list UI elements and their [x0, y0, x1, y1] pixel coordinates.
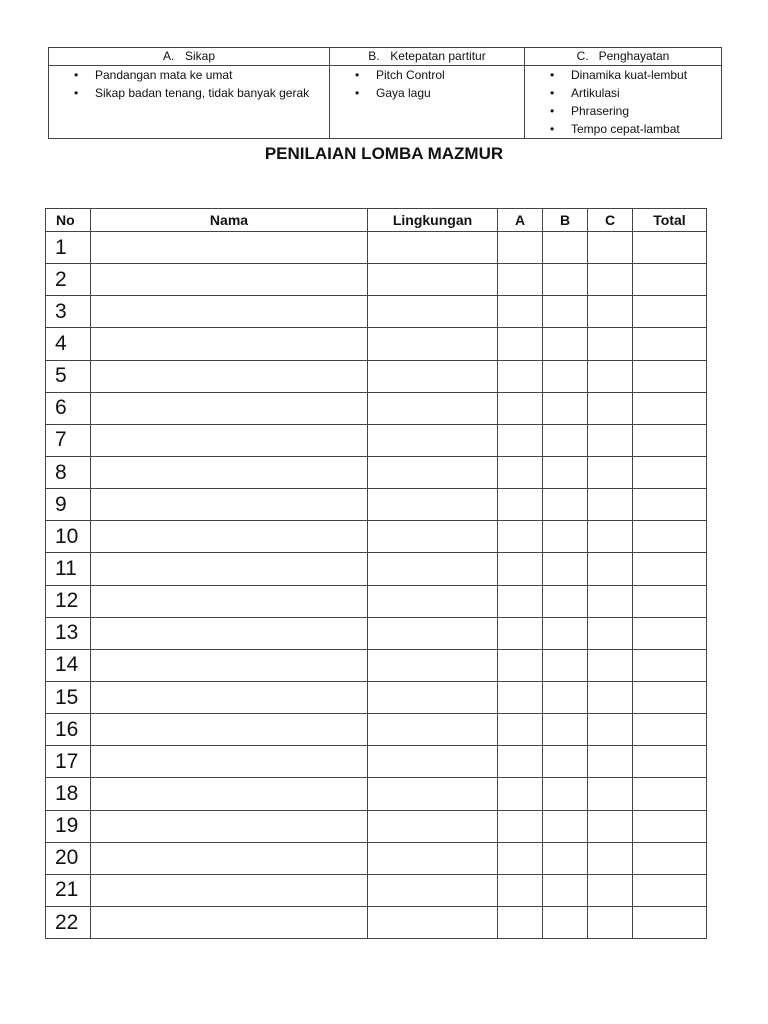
table-row [46, 360, 707, 392]
score-b-cell [543, 617, 588, 649]
criteria-header-b: B. Ketepatan partitur [330, 48, 525, 66]
score-b-cell [543, 456, 588, 488]
header-no: No [46, 209, 91, 232]
score-c-cell [588, 553, 633, 585]
total-cell [633, 360, 707, 392]
score-a-cell [498, 842, 543, 874]
nama-cell [91, 874, 368, 906]
criteria-header-c: C. Penghayatan [525, 48, 722, 66]
table-row [46, 681, 707, 713]
header-nama: Nama [91, 209, 368, 232]
score-a-cell [498, 874, 543, 906]
nama-cell [91, 424, 368, 456]
table-row [46, 842, 707, 874]
row-number: 11 [46, 553, 91, 585]
table-row [46, 714, 707, 746]
score-a-cell [498, 585, 543, 617]
total-cell [633, 617, 707, 649]
total-cell [633, 264, 707, 296]
total-cell [633, 778, 707, 810]
score-a-cell [498, 746, 543, 778]
table-row [46, 585, 707, 617]
criteria-table [48, 47, 722, 139]
score-b-cell [543, 424, 588, 456]
total-cell [633, 392, 707, 424]
lingkungan-cell [368, 553, 498, 585]
nama-cell [91, 489, 368, 521]
row-number: 1 [46, 232, 91, 264]
score-c-cell [588, 328, 633, 360]
total-cell [633, 456, 707, 488]
score-b-cell [543, 296, 588, 328]
score-a-cell [498, 681, 543, 713]
lingkungan-cell [368, 842, 498, 874]
total-cell [633, 906, 707, 938]
lingkungan-cell [368, 778, 498, 810]
header-b: B [543, 209, 588, 232]
total-cell [633, 842, 707, 874]
row-number: 3 [46, 296, 91, 328]
score-a-cell [498, 714, 543, 746]
lingkungan-cell [368, 264, 498, 296]
lingkungan-cell [368, 714, 498, 746]
nama-cell [91, 617, 368, 649]
criteria-items-a [49, 66, 330, 139]
row-number: 2 [46, 264, 91, 296]
total-cell [633, 585, 707, 617]
score-a-cell [498, 456, 543, 488]
score-b-cell [543, 874, 588, 906]
score-b-cell [543, 746, 588, 778]
score-c-cell [588, 521, 633, 553]
table-row [46, 617, 707, 649]
table-row [46, 521, 707, 553]
nama-cell [91, 232, 368, 264]
table-row [46, 424, 707, 456]
total-cell [633, 649, 707, 681]
page-title: PENILAIAN LOMBA MAZMUR [264, 144, 504, 163]
lingkungan-cell [368, 746, 498, 778]
criteria-item: • Gaya lagu [326, 84, 524, 102]
row-number: 15 [46, 681, 91, 713]
table-row [46, 296, 707, 328]
score-b-cell [543, 489, 588, 521]
table-row [46, 392, 707, 424]
nama-cell [91, 714, 368, 746]
nama-cell [91, 906, 368, 938]
score-c-cell [588, 456, 633, 488]
score-a-cell [498, 392, 543, 424]
total-cell [633, 810, 707, 842]
score-table-body [46, 232, 707, 939]
score-b-cell [543, 810, 588, 842]
lingkungan-cell [368, 617, 498, 649]
lingkungan-cell [368, 585, 498, 617]
score-b-cell [543, 778, 588, 810]
score-c-cell [588, 778, 633, 810]
table-row [46, 553, 707, 585]
score-c-cell [588, 360, 633, 392]
row-number: 22 [46, 906, 91, 938]
criteria-item: • Tempo cepat-lambat [521, 120, 721, 138]
criteria-item: • Pandangan mata ke umat [45, 66, 329, 84]
score-c-cell [588, 392, 633, 424]
score-b-cell [543, 649, 588, 681]
criteria-items-b [330, 66, 525, 139]
score-b-cell [543, 328, 588, 360]
score-b-cell [543, 232, 588, 264]
lingkungan-cell [368, 392, 498, 424]
score-c-cell [588, 842, 633, 874]
table-row [46, 746, 707, 778]
score-a-cell [498, 617, 543, 649]
row-number: 21 [46, 874, 91, 906]
row-number: 18 [46, 778, 91, 810]
score-c-cell [588, 906, 633, 938]
row-number: 17 [46, 746, 91, 778]
score-a-cell [498, 232, 543, 264]
total-cell [633, 553, 707, 585]
score-b-cell [543, 553, 588, 585]
score-c-cell [588, 746, 633, 778]
score-b-cell [543, 842, 588, 874]
score-a-cell [498, 360, 543, 392]
score-c-cell [588, 424, 633, 456]
nama-cell [91, 296, 368, 328]
header-total: Total [633, 209, 707, 232]
nama-cell [91, 585, 368, 617]
score-c-cell [588, 617, 633, 649]
score-c-cell [588, 264, 633, 296]
score-b-cell [543, 392, 588, 424]
score-a-cell [498, 906, 543, 938]
table-row [46, 456, 707, 488]
score-a-cell [498, 521, 543, 553]
header-lingkungan: Lingkungan [368, 209, 498, 232]
table-row [46, 649, 707, 681]
table-row [46, 264, 707, 296]
score-a-cell [498, 778, 543, 810]
score-a-cell [498, 328, 543, 360]
lingkungan-cell [368, 681, 498, 713]
row-number: 8 [46, 456, 91, 488]
score-c-cell [588, 714, 633, 746]
score-c-cell [588, 585, 633, 617]
row-number: 9 [46, 489, 91, 521]
score-a-cell [498, 489, 543, 521]
nama-cell [91, 842, 368, 874]
total-cell [633, 746, 707, 778]
criteria-items-c [525, 66, 722, 139]
lingkungan-cell [368, 424, 498, 456]
score-b-cell [543, 714, 588, 746]
header-c: C [588, 209, 633, 232]
lingkungan-cell [368, 810, 498, 842]
score-c-cell [588, 296, 633, 328]
criteria-item: • Pitch Control [326, 66, 524, 84]
score-table [45, 208, 707, 939]
criteria-item: • Dinamika kuat-lembut [521, 66, 721, 84]
header-a: A [498, 209, 543, 232]
nama-cell [91, 681, 368, 713]
total-cell [633, 489, 707, 521]
score-table-header [46, 209, 707, 232]
total-cell [633, 328, 707, 360]
table-row [46, 328, 707, 360]
lingkungan-cell [368, 360, 498, 392]
nama-cell [91, 810, 368, 842]
nama-cell [91, 456, 368, 488]
row-number: 16 [46, 714, 91, 746]
row-number: 5 [46, 360, 91, 392]
row-number: 7 [46, 424, 91, 456]
lingkungan-cell [368, 328, 498, 360]
nama-cell [91, 778, 368, 810]
total-cell [633, 424, 707, 456]
score-b-cell [543, 264, 588, 296]
nama-cell [91, 360, 368, 392]
nama-cell [91, 392, 368, 424]
lingkungan-cell [368, 489, 498, 521]
lingkungan-cell [368, 906, 498, 938]
criteria-item: • Sikap badan tenang, tidak banyak gerak [45, 84, 329, 102]
table-row [46, 778, 707, 810]
score-b-cell [543, 585, 588, 617]
score-a-cell [498, 649, 543, 681]
criteria-header-a: A. Sikap [49, 48, 330, 66]
score-b-cell [543, 360, 588, 392]
lingkungan-cell [368, 456, 498, 488]
lingkungan-cell [368, 232, 498, 264]
nama-cell [91, 521, 368, 553]
nama-cell [91, 649, 368, 681]
table-row [46, 810, 707, 842]
score-c-cell [588, 681, 633, 713]
criteria-item: • Artikulasi [521, 84, 721, 102]
row-number: 4 [46, 328, 91, 360]
table-row [46, 232, 707, 264]
row-number: 20 [46, 842, 91, 874]
table-row [46, 489, 707, 521]
row-number: 13 [46, 617, 91, 649]
lingkungan-cell [368, 521, 498, 553]
nama-cell [91, 553, 368, 585]
total-cell [633, 232, 707, 264]
total-cell [633, 521, 707, 553]
score-a-cell [498, 296, 543, 328]
lingkungan-cell [368, 874, 498, 906]
score-a-cell [498, 810, 543, 842]
score-a-cell [498, 264, 543, 296]
nama-cell [91, 264, 368, 296]
criteria-item: • Phrasering [521, 102, 721, 120]
row-number: 12 [46, 585, 91, 617]
score-c-cell [588, 232, 633, 264]
total-cell [633, 296, 707, 328]
score-b-cell [543, 681, 588, 713]
row-number: 10 [46, 521, 91, 553]
table-row [46, 906, 707, 938]
table-row [46, 874, 707, 906]
row-number: 14 [46, 649, 91, 681]
total-cell [633, 681, 707, 713]
score-b-cell [543, 521, 588, 553]
lingkungan-cell [368, 296, 498, 328]
score-c-cell [588, 874, 633, 906]
lingkungan-cell [368, 649, 498, 681]
total-cell [633, 874, 707, 906]
score-c-cell [588, 489, 633, 521]
row-number: 19 [46, 810, 91, 842]
nama-cell [91, 746, 368, 778]
score-b-cell [543, 906, 588, 938]
row-number: 6 [46, 392, 91, 424]
score-c-cell [588, 649, 633, 681]
score-c-cell [588, 810, 633, 842]
total-cell [633, 714, 707, 746]
nama-cell [91, 328, 368, 360]
score-a-cell [498, 553, 543, 585]
score-a-cell [498, 424, 543, 456]
